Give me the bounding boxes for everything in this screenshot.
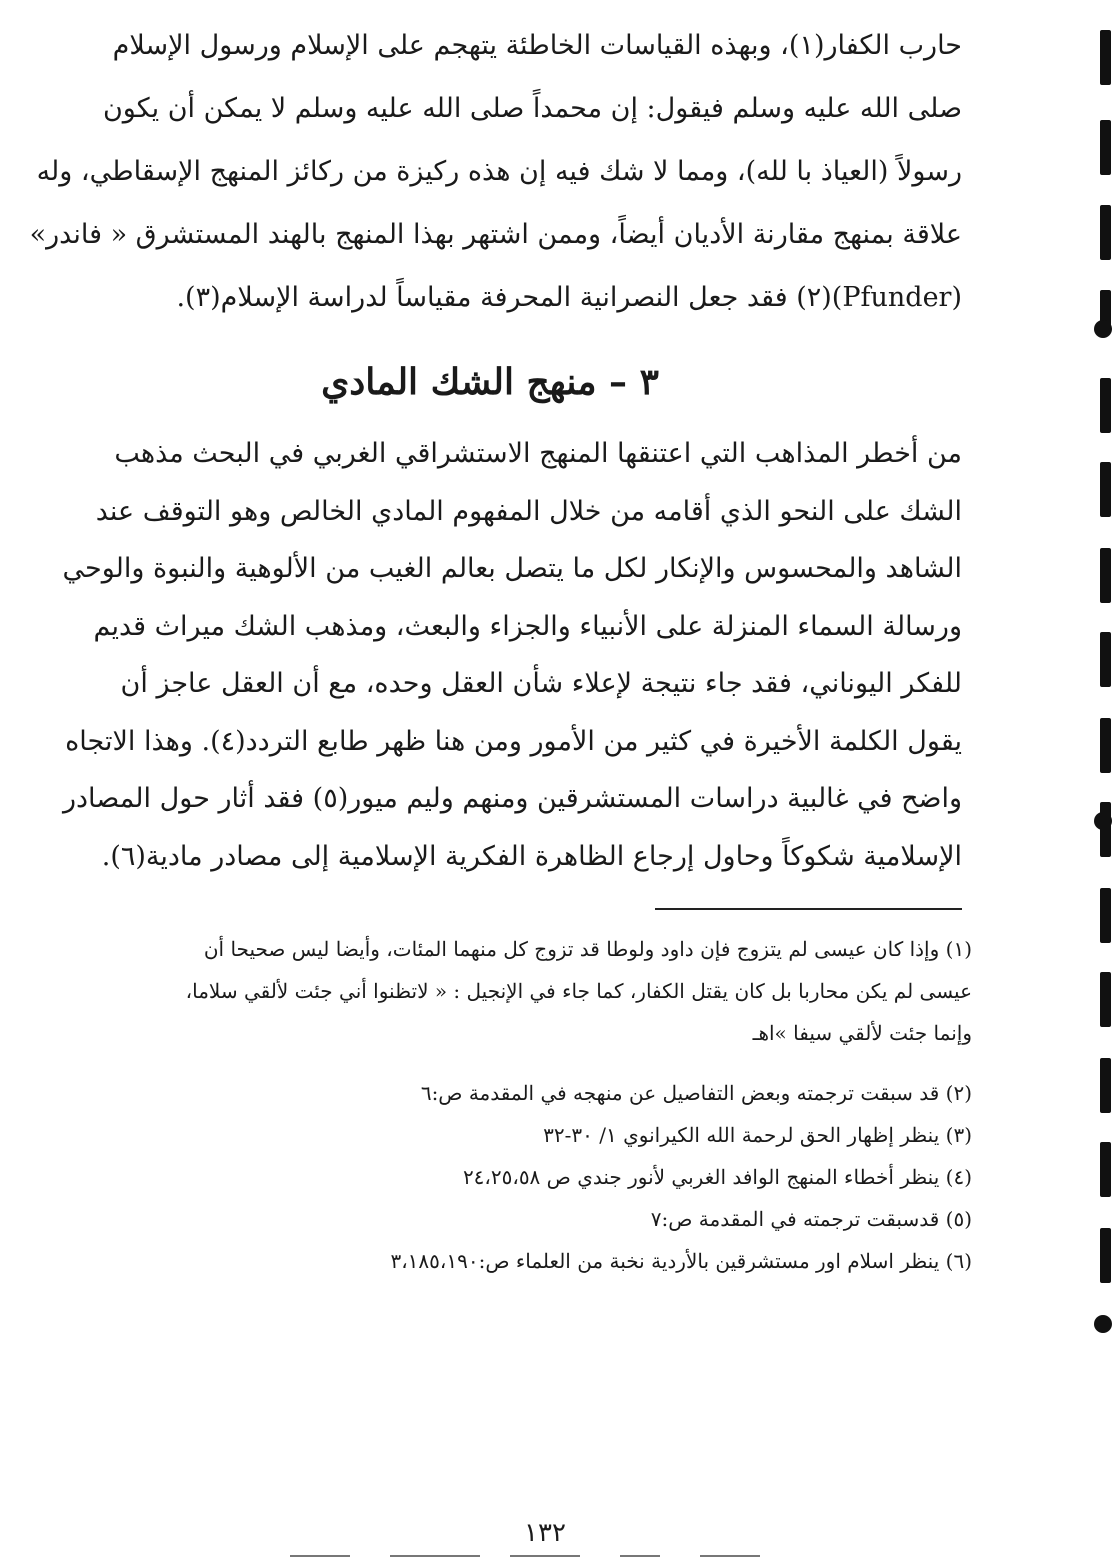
- text-line: الإسلامية شكوكاً وحاول إرجاع الظاهرة الفكرية الإسلامية إلى مصادر مادية(٦).: [101, 840, 962, 872]
- footnote-2: (٢) قد سبقت ترجمته وبعض التفاصيل عن منهجه في المقدمة ص:٦: [420, 1081, 972, 1105]
- footnote-separator: [655, 908, 962, 910]
- text-line: رسولاً (العياذ با لله)، ومما لا شك فيه إن هذه ركيزة من ركائز المنهج الإسقاطي، وله: [36, 156, 962, 187]
- paragraph-continuation: [29, 14, 962, 329]
- page-number: ١٣٢: [524, 1518, 566, 1548]
- footnote-1-line: (١) وإذا كان عيسى لم يتزوج فإن داود ولوطا قد تزوج كل منهما المئات، وأيضا ليس صحيحا أن: [203, 937, 972, 961]
- text-line: يقول الكلمة الأخيرة في كثير من الأمور ومن هنا ظهر طابع التردد(٤). وهذا الاتجاه: [65, 725, 962, 757]
- text-line: (Pfunder)(٢) فقد جعل النصرانية المحرفة مقياساً لدراسة الإسلام(٣).: [176, 282, 962, 313]
- text-line: صلى الله عليه وسلم فيقول: إن محمداً صلى الله عليه وسلم لا يمكن أن يكون: [102, 93, 962, 124]
- text-line: من أخطر المذاهب التي اعتنقها المنهج الاستشراقي الغربي في البحث مذهب: [114, 438, 962, 469]
- text-line: علاقة بمنهج مقارنة الأديان أيضاً، وممن اشتهر بهذا المنهج بالهند المستشرق « فاندر»: [29, 219, 962, 250]
- footnote-6: (٦) ينظر اسلام اور مستشرقين بالأردية نخبة من العلماء ص:٣،١٨٥،١٩٠: [390, 1249, 972, 1273]
- text-line: حارب الكفار(١)، وبهذه القياسات الخاطئة يتهجم على الإسلام ورسول الإسلام: [112, 30, 962, 61]
- binding-edge-marks: [1094, 0, 1114, 1565]
- footnote-5: (٥) قدسبقت ترجمته في المقدمة ص:٧: [650, 1207, 972, 1231]
- text-line: الشك على النحو الذي أقامه من خلال المفهوم المادي الخالص وهو التوقف عند: [95, 495, 962, 527]
- footnote-3: (٣) ينظر إظهار الحق لرحمة الله الكيرانوي ١/ ٣٠-٣٢: [543, 1123, 972, 1147]
- section-heading: ٣ – منهج الشك المادي: [321, 361, 659, 403]
- scan-artifact: [280, 1545, 840, 1565]
- footnote-1-line: عيسى لم يكن محاربا بل كان يقتل الكفار، كما جاء في الإنجيل : « لاتظنوا أني جئت لألقي سلاما،: [185, 979, 972, 1003]
- text-line: للفكر اليوناني، فقد جاء نتيجة لإعلاء شأن العقل وحده، مع أن العقل عاجز أن: [120, 668, 962, 699]
- footnotes: [80, 928, 972, 1282]
- text-line: واضح في غالبية دراسات المستشرقين ومنهم وليم ميور(٥) فقد أثار حول المصادر: [63, 783, 962, 814]
- footnote-4: (٤) ينظر أخطاء المنهج الوافد الغربي لأنور جندي ص ٢٤،٢٥،٥٨: [462, 1165, 972, 1189]
- text-line: ورسالة السماء المنزلة على الأنبياء والجزاء والبعث، ومذهب الشك ميراث قديم: [93, 610, 962, 642]
- footnote-1-line: وإنما جئت لألقي سيفا »اهـ: [752, 1021, 972, 1045]
- section-paragraph: [62, 425, 962, 885]
- text-line: الشاهد والمحسوس والإنكار لكل ما يتصل بعالم الغيب من الألوهية والنبوة والوحي: [62, 553, 962, 584]
